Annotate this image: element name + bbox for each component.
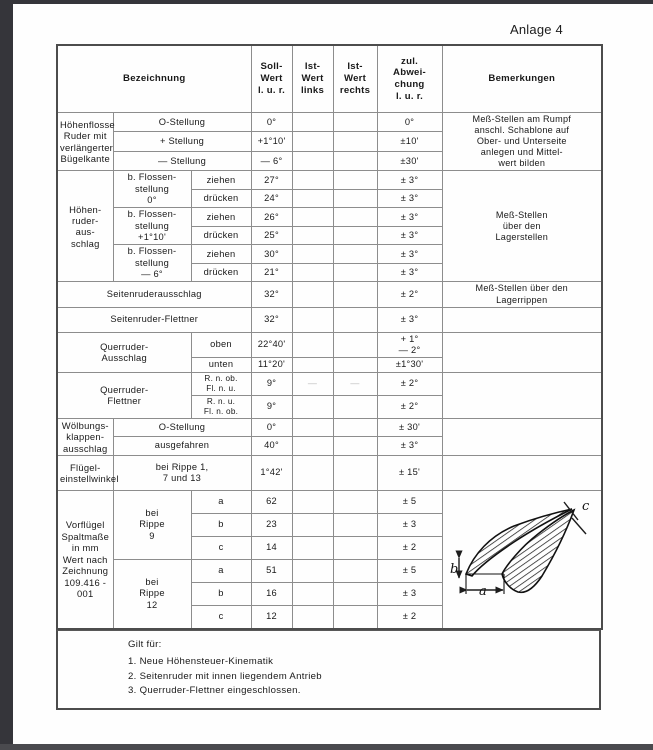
table-row xyxy=(57,491,602,514)
soll-value: 14 xyxy=(251,537,292,560)
ist-links-value[interactable] xyxy=(292,189,333,208)
direction-label: drücken xyxy=(191,226,251,245)
ist-rechts-value[interactable] xyxy=(333,395,377,418)
abweichung-value: ± 2° xyxy=(377,372,442,395)
ist-rechts-value[interactable] xyxy=(333,332,377,358)
abweichung-value: ± 15' xyxy=(377,456,442,491)
soll-value: 32° xyxy=(251,282,292,307)
soll-value: 30° xyxy=(251,245,292,263)
ist-links-value[interactable] xyxy=(292,418,333,437)
remark-empty xyxy=(442,307,602,332)
row-label-hoehenruderausschlag xyxy=(57,171,113,282)
sub-line1: bei Rippe 1, xyxy=(155,461,209,472)
abweichung-value: ± 2 xyxy=(377,537,442,560)
table-row xyxy=(57,456,602,491)
ist-rechts-value[interactable] xyxy=(333,560,377,583)
soll-value: +1°10' xyxy=(251,132,292,151)
header-ist-links-line1: Ist- xyxy=(304,61,321,73)
abweichung-value: ±10' xyxy=(377,132,442,151)
label-line6: 109.416 - 001 xyxy=(64,576,107,600)
ist-links-value[interactable] xyxy=(292,226,333,245)
soll-value: 23 xyxy=(251,514,292,537)
dimension-label: a xyxy=(191,560,251,583)
dimension-label: b xyxy=(191,514,251,537)
abweichung-line1: + 1° xyxy=(400,333,419,344)
ist-rechts-value[interactable] xyxy=(333,437,377,456)
abweichung-value xyxy=(377,332,442,358)
ist-rechts-value[interactable] xyxy=(333,132,377,151)
ist-rechts-value[interactable] xyxy=(333,537,377,560)
soll-value: 0° xyxy=(251,113,292,132)
remark-empty xyxy=(442,456,602,491)
sub-line1: R. n. u. xyxy=(206,396,236,406)
diagram-label-a: a xyxy=(478,583,487,599)
sub-line2: Fl. n. u. xyxy=(206,383,236,393)
remark-empty xyxy=(442,332,602,372)
remark-line4: anlegen und Mittel- xyxy=(480,147,563,158)
ist-links-value[interactable] xyxy=(292,245,333,263)
flossenstellung-group xyxy=(113,245,191,282)
sub-label: O-Stellung xyxy=(113,418,251,437)
diagram-label-c: c xyxy=(581,498,590,514)
abweichung-value: 0° xyxy=(377,113,442,132)
group-line1: b. Flossen- xyxy=(127,246,177,257)
group-line3: 0° xyxy=(147,195,157,206)
row-label-hoehenflosse xyxy=(57,113,113,171)
soll-value: 1°42' xyxy=(251,456,292,491)
label-line2: Spaltmaße xyxy=(61,530,110,542)
soll-value: — 6° xyxy=(251,151,292,171)
ist-links-value[interactable] xyxy=(292,332,333,358)
footer-item-1: 1. Neue Höhensteuer-Kinematik xyxy=(128,656,274,668)
ist-rechts-value[interactable] xyxy=(333,456,377,491)
abweichung-value: ± 2° xyxy=(377,395,442,418)
soll-value: 26° xyxy=(251,208,292,226)
ist-links-value[interactable] xyxy=(292,395,333,418)
diagram-label-b: b xyxy=(449,561,459,577)
ist-rechts-value[interactable] xyxy=(333,245,377,263)
direction-label: drücken xyxy=(191,263,251,282)
header-soll-line1: Soll- xyxy=(260,61,283,73)
ist-links-value[interactable] xyxy=(292,537,333,560)
sub-label xyxy=(191,372,251,395)
slat-cross-section-svg xyxy=(446,496,598,624)
abweichung-value: ± 3° xyxy=(377,226,442,245)
ist-links-value[interactable] xyxy=(292,132,333,151)
abweichung-value: ±30' xyxy=(377,151,442,171)
sub-label: oben xyxy=(191,332,251,358)
ist-links-value[interactable] xyxy=(292,171,333,189)
dimension-label: c xyxy=(191,537,251,560)
remark-hoehenflosse xyxy=(442,113,602,171)
header-bezeichnung: Bezeichnung xyxy=(57,45,251,113)
ist-links-value[interactable] xyxy=(292,437,333,456)
abweichung-value: ± 5 xyxy=(377,491,442,514)
ist-rechts-value[interactable] xyxy=(333,583,377,606)
sub-line1: R. n. ob. xyxy=(204,373,238,383)
remark-line2: Lagerrippen xyxy=(496,294,548,305)
label-line3: in mm xyxy=(71,542,99,554)
label-line1: Höhen- xyxy=(69,203,102,215)
abweichung-value: ± 3° xyxy=(377,307,442,332)
group-line1: b. Flossen- xyxy=(127,209,177,220)
ist-rechts-value[interactable] xyxy=(333,418,377,437)
ist-links-value[interactable] xyxy=(292,358,333,372)
group-line1: bei xyxy=(145,577,159,587)
soll-value: 9° xyxy=(251,395,292,418)
remark-empty xyxy=(442,418,602,455)
group-line3: 9 xyxy=(149,530,155,541)
soll-value: 22°40' xyxy=(251,332,292,358)
row-label-querruder-flettner xyxy=(57,372,191,418)
header-abweichung-line2: Abwei- xyxy=(393,67,426,79)
table-row xyxy=(57,372,602,395)
soll-value: 21° xyxy=(251,263,292,282)
group-line2: Rippe xyxy=(139,519,165,530)
header-ist-rechts-line3: rechts xyxy=(339,84,371,96)
label-line3: verlängerter xyxy=(60,141,114,153)
table-row xyxy=(57,418,602,437)
label-line2: Ruder mit xyxy=(63,130,107,142)
annex-label: Anlage 4 xyxy=(510,22,563,37)
header-ist-links xyxy=(292,45,333,113)
ist-links-value[interactable] xyxy=(292,282,333,307)
ist-rechts-value[interactable] xyxy=(333,208,377,226)
header-abweichung-line4: l. u. r. xyxy=(396,90,424,102)
ist-links-value[interactable] xyxy=(292,208,333,226)
group-line1: b. Flossen- xyxy=(127,172,177,183)
remark-hoehenruderausschlag xyxy=(442,171,602,282)
header-ist-links-line2: Wert xyxy=(301,73,324,85)
group-line2: stellung xyxy=(134,257,170,268)
ist-rechts-value[interactable] xyxy=(333,171,377,189)
remark-empty xyxy=(442,372,602,418)
abweichung-value: ± 3° xyxy=(377,263,442,282)
label-line2: einstellwinkel xyxy=(60,473,119,484)
group-line3: 12 xyxy=(146,599,158,610)
ist-rechts-value[interactable] xyxy=(333,113,377,132)
abweichung-value: ± 2° xyxy=(377,282,442,307)
header-soll-wert xyxy=(251,45,292,113)
soll-value: 27° xyxy=(251,171,292,189)
table-row xyxy=(57,113,602,132)
rippe-group-9 xyxy=(113,491,191,560)
abweichung-value: ± 2 xyxy=(377,606,442,630)
label-line1: Querruder- xyxy=(100,383,149,395)
row-label-seitenruderausschlag: Seitenruderausschlag xyxy=(57,282,251,307)
sub-label: + Stellung xyxy=(113,132,251,151)
abweichung-value: ± 3° xyxy=(377,208,442,226)
row-label-fluegeleinstellwinkel xyxy=(57,456,119,491)
table-row xyxy=(57,332,602,358)
remark-line2: anschl. Schablone auf xyxy=(474,125,570,136)
abweichung-value: ± 3° xyxy=(377,171,442,189)
sub-label xyxy=(191,395,251,418)
sub-label: — Stellung xyxy=(113,151,251,171)
table-row xyxy=(57,171,602,189)
direction-label: drücken xyxy=(191,189,251,208)
label-line2: Flettner xyxy=(107,395,142,407)
header-abweichung-line3: chung xyxy=(394,79,425,90)
remark-line1: Meß-Stellen am Rumpf xyxy=(472,114,572,124)
header-abweichung-line1: zul. xyxy=(401,55,419,67)
ist-rechts-value[interactable] xyxy=(333,606,377,630)
soll-value: 16 xyxy=(251,583,292,606)
header-ist-links-line3: links xyxy=(300,84,325,96)
footer-title: Gilt für: xyxy=(128,639,162,650)
ist-links-value[interactable]: — xyxy=(292,372,333,395)
header-ist-rechts-line1: Ist- xyxy=(347,61,363,73)
rippe-group-12 xyxy=(113,560,191,630)
soll-value: 9° xyxy=(251,372,292,395)
soll-value: 12 xyxy=(251,606,292,630)
header-soll-line2: Wert xyxy=(260,73,283,85)
sub-label xyxy=(113,456,251,491)
group-line3: +1°10' xyxy=(138,232,166,243)
ist-rechts-value[interactable] xyxy=(333,226,377,245)
remark-line3: Ober- und Unterseite xyxy=(476,136,567,147)
label-line3: ausschlag xyxy=(63,442,108,454)
table-header-row xyxy=(57,45,602,113)
soll-value: 0° xyxy=(251,418,292,437)
scan-gutter-bottom xyxy=(0,744,653,750)
label-line2: Ausschlag xyxy=(101,352,147,364)
abweichung-value: ± 3° xyxy=(377,245,442,263)
label-line4: schlag xyxy=(70,237,100,249)
ist-links-value[interactable] xyxy=(292,491,333,514)
label-line2: ruder- xyxy=(71,214,99,226)
soll-value: 11°20' xyxy=(251,358,292,372)
table-row xyxy=(57,307,602,332)
row-label-querruder-ausschlag xyxy=(57,332,191,372)
ist-links-value[interactable] xyxy=(292,583,333,606)
ist-rechts-value[interactable] xyxy=(333,514,377,537)
header-soll-line3: l. u. r. xyxy=(258,84,286,96)
dimension-label: a xyxy=(191,491,251,514)
group-line2: Rippe xyxy=(139,588,165,599)
inspection-sheet-table xyxy=(56,44,601,738)
abweichung-line2: — 2° xyxy=(398,344,421,355)
header-bemerkungen: Bemerkungen xyxy=(442,45,602,113)
abweichung-value: ± 30' xyxy=(377,418,442,437)
slat-gap-diagram xyxy=(442,491,602,630)
ist-links-value[interactable] xyxy=(292,606,333,630)
remark-line1: Meß-Stellen über den xyxy=(475,283,568,294)
dimension-label: c xyxy=(191,606,251,630)
soll-value: 40° xyxy=(251,437,292,456)
soll-value: 51 xyxy=(251,560,292,583)
abweichung-value: ± 3° xyxy=(377,189,442,208)
ist-rechts-value[interactable] xyxy=(333,491,377,514)
group-line3: — 6° xyxy=(141,269,163,280)
group-line2: stellung xyxy=(134,183,170,194)
footer-item-3: 3. Querruder-Flettner eingeschlossen. xyxy=(128,685,301,697)
direction-label: ziehen xyxy=(191,208,251,226)
remark-seitenruderausschlag xyxy=(442,282,602,307)
abweichung-value: ± 3 xyxy=(377,514,442,537)
sub-line2: 7 und 13 xyxy=(162,473,202,483)
ist-rechts-value[interactable] xyxy=(333,263,377,282)
flossenstellung-group xyxy=(113,171,191,208)
scan-gutter-left xyxy=(0,0,13,750)
direction-label: ziehen xyxy=(191,171,251,189)
abweichung-value: ± 5 xyxy=(377,560,442,583)
abweichung-value: ± 3° xyxy=(377,437,442,456)
row-label-vorfluegel-spaltmasse xyxy=(57,491,113,630)
abweichung-value: ±1°30' xyxy=(377,358,442,372)
group-line1: bei xyxy=(145,508,159,518)
header-ist-rechts-line2: Wert xyxy=(343,73,367,85)
direction-label: ziehen xyxy=(191,245,251,263)
soll-value: 62 xyxy=(251,491,292,514)
label-line4: Wert nach xyxy=(62,553,108,565)
ist-links-value[interactable] xyxy=(292,514,333,537)
remark-line3: Lagerstellen xyxy=(495,231,549,242)
ist-rechts-value[interactable] xyxy=(333,358,377,372)
label-line5: Zeichnung xyxy=(62,565,109,577)
sub-line2: Fl. n. ob. xyxy=(203,406,239,416)
table-row xyxy=(57,282,602,307)
ist-links-value[interactable] xyxy=(292,151,333,171)
footer-item-2: 2. Seitenruder mit innen liegendem Antrieb xyxy=(128,670,322,682)
row-label-woelbungsklappenausschlag xyxy=(57,418,113,455)
ist-rechts-value[interactable]: — xyxy=(333,372,377,395)
soll-value: 32° xyxy=(251,307,292,332)
soll-value: 25° xyxy=(251,226,292,245)
label-line1: Flügel- xyxy=(70,461,101,473)
remark-line5: wert bilden xyxy=(498,158,546,169)
applicability-note xyxy=(56,630,601,710)
remark-line2: über den xyxy=(502,220,541,231)
dimension-label: b xyxy=(191,583,251,606)
ist-links-value[interactable] xyxy=(292,113,333,132)
ist-links-value[interactable] xyxy=(292,560,333,583)
soll-value: 24° xyxy=(251,189,292,208)
ist-rechts-value[interactable] xyxy=(333,151,377,171)
label-line1: Vorflügel xyxy=(65,519,105,531)
label-line3: aus- xyxy=(75,226,95,238)
ist-links-value[interactable] xyxy=(292,263,333,282)
ist-rechts-value[interactable] xyxy=(333,307,377,332)
ist-links-value[interactable] xyxy=(292,307,333,332)
ist-links-value[interactable] xyxy=(292,456,333,491)
dimension-tick-c2 xyxy=(572,518,586,534)
ist-rechts-value[interactable] xyxy=(333,189,377,208)
ist-rechts-value[interactable] xyxy=(333,282,377,307)
label-line2: klappen- xyxy=(66,431,105,443)
sub-label: unten xyxy=(191,358,251,372)
flossenstellung-group xyxy=(113,208,191,245)
label-line4: Bügelkante xyxy=(60,153,110,165)
header-abweichung xyxy=(377,45,442,113)
label-line1: Querruder- xyxy=(100,340,149,352)
sub-label: O-Stellung xyxy=(113,113,251,132)
header-ist-rechts xyxy=(333,45,377,113)
remark-line1: Meß-Stellen xyxy=(495,209,548,220)
label-line1: Höhenflosse xyxy=(60,118,115,130)
abweichung-value: ± 3 xyxy=(377,583,442,606)
group-line2: stellung xyxy=(134,220,170,231)
sub-label: ausgefahren xyxy=(113,437,251,456)
row-label-seitenruder-flettner: Seitenruder-Flettner xyxy=(57,307,251,332)
label-line1: Wölbungs- xyxy=(61,419,109,431)
